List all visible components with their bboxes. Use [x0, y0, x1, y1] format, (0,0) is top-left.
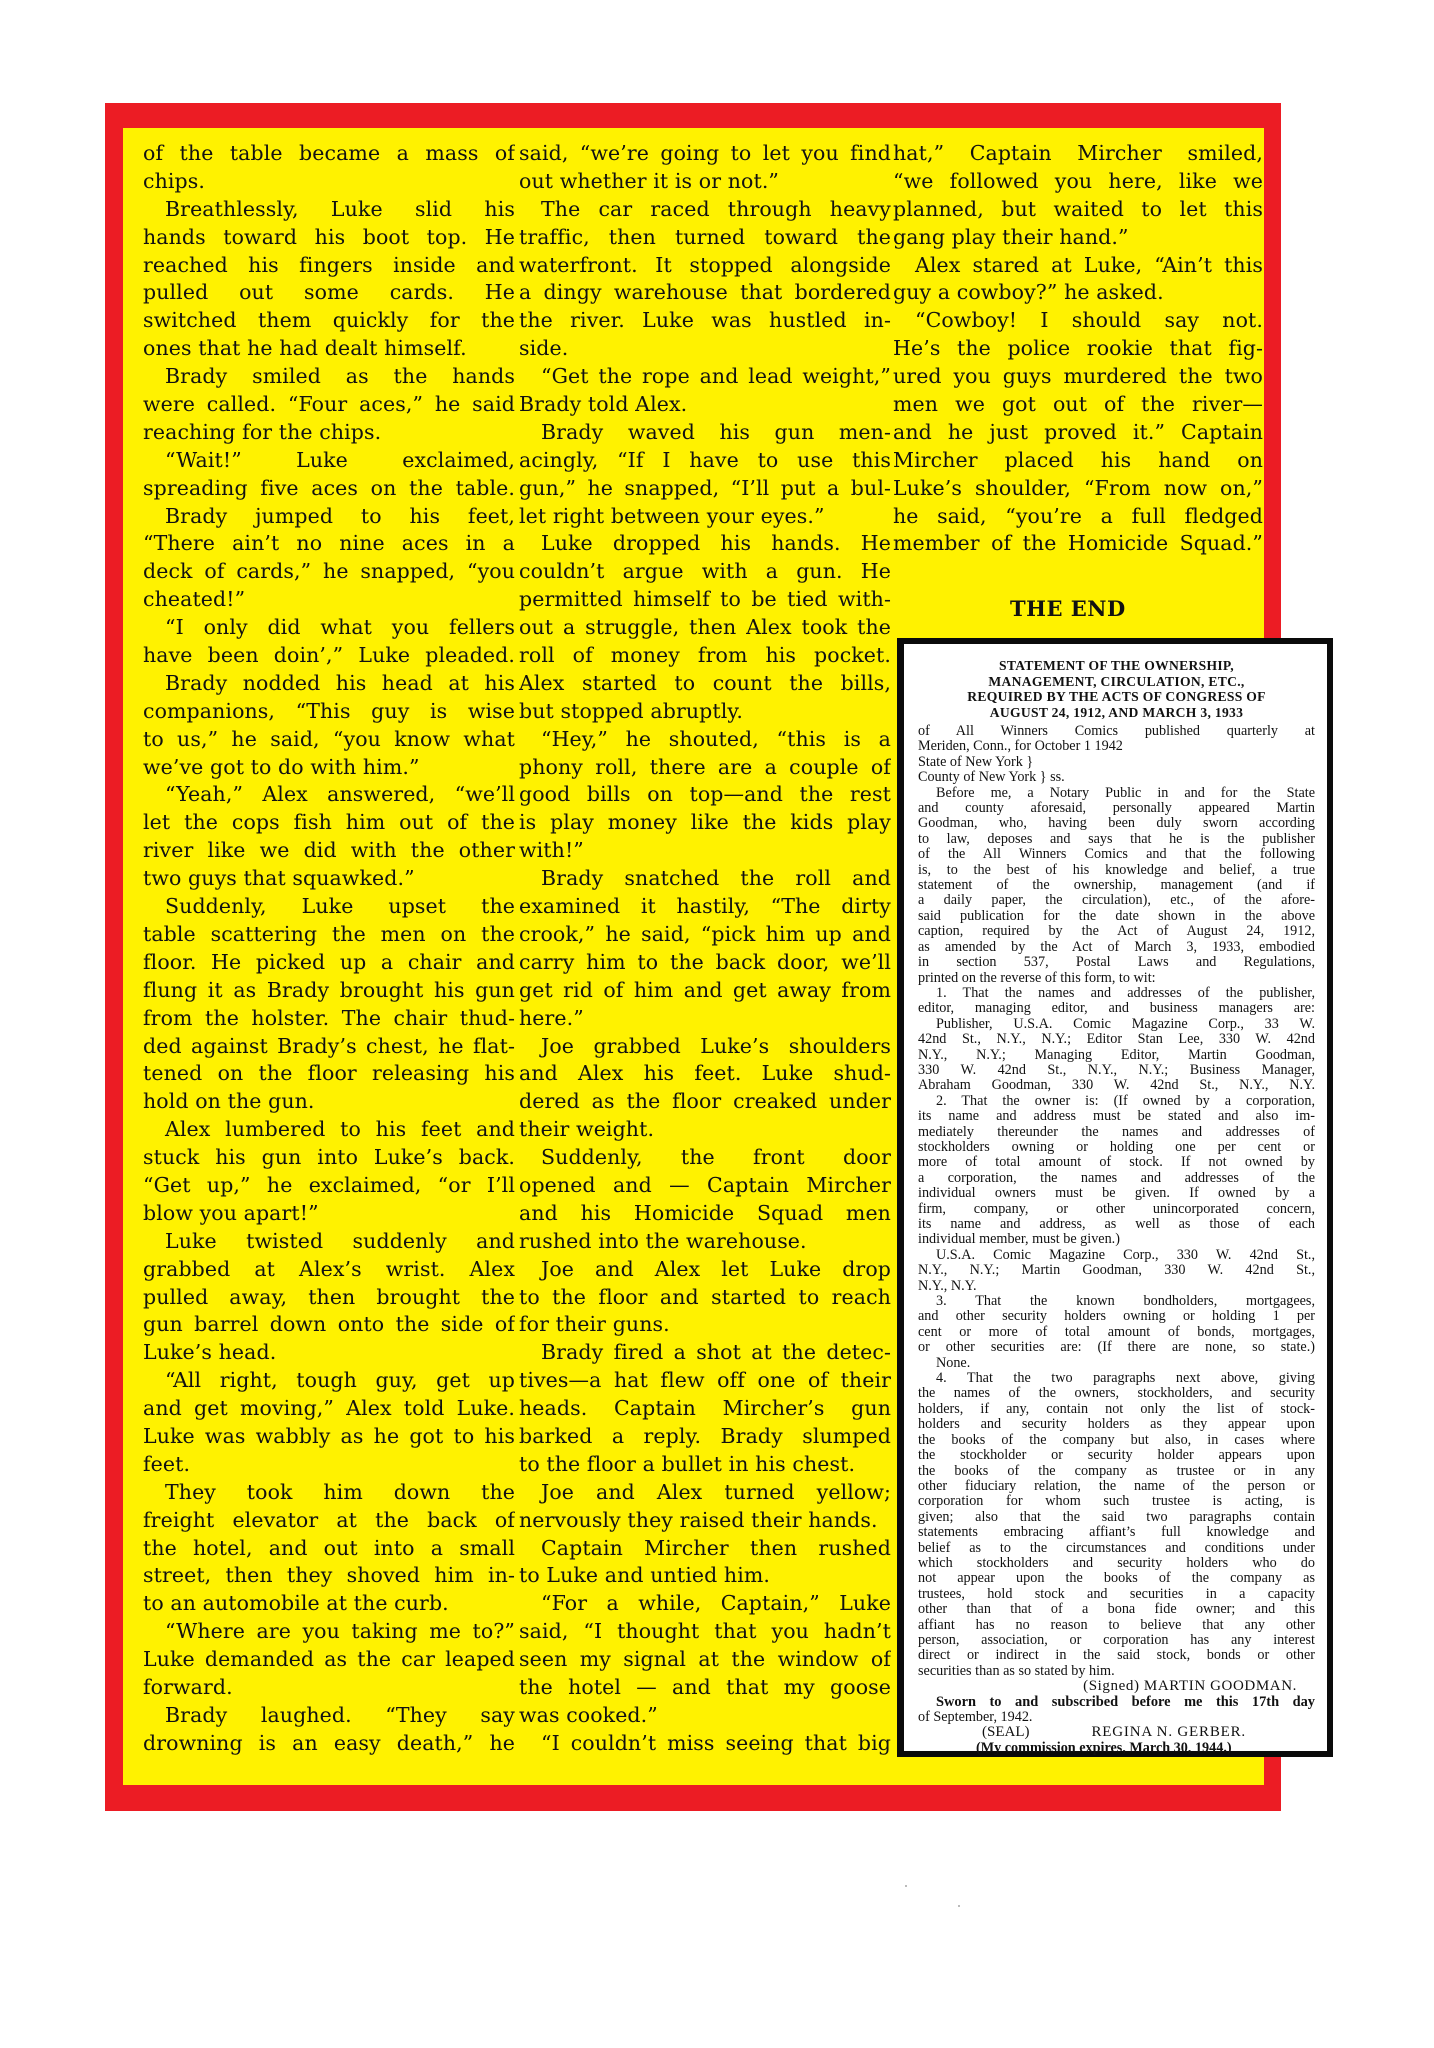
story-line: “I only did what you fellers [165, 615, 515, 640]
statement-line: Abraham Goodman, 330 W. 42nd St., N.Y., N.Y. [918, 1078, 1315, 1094]
statement-heading-line: MANAGEMENT, CIRCULATION, ETC., [988, 673, 1245, 689]
story-line: Breathlessly, Luke slid his [165, 196, 515, 221]
story-column-1 [143, 140, 515, 1758]
statement-line: not appear upon the books of the company as [918, 1571, 1315, 1587]
statement-line: U.S.A. Comic Magazine Corp., 330 W. 42nd St., [936, 1247, 1315, 1263]
statement-line: Publisher, U.S.A. Comic Magazine Corp., 33 W. [936, 1016, 1315, 1032]
story-line: Luke’s head. [143, 1340, 277, 1365]
statement-line: other fiduciary relation, the name of the person or [918, 1478, 1315, 1494]
story-line: Mircher placed his hand on [893, 447, 1263, 472]
story-line: Luke twisted suddenly and [165, 1228, 515, 1253]
story-line: Brady told Alex. [519, 392, 688, 417]
story-line: blow you apart!” [143, 1200, 319, 1225]
statement-line: the names of the owners, stockholders, and security [918, 1386, 1315, 1402]
story-line: examined it hastily, “The dirty [519, 894, 891, 919]
story-line: cheated!” [143, 587, 246, 612]
story-line: barked a reply. Brady slumped [519, 1423, 891, 1448]
story-line: roll of money from his pocket. [519, 643, 891, 668]
story-line: “Wait!” Luke exclaimed, [165, 447, 515, 472]
statement-line: editor, managing editor, and business managers are: [918, 1001, 1315, 1017]
story-line: out a struggle, then Alex took the [519, 615, 891, 640]
statement-body [918, 724, 1315, 1679]
statement-line: a daily paper, the circulation), etc., of the afore- [918, 893, 1315, 909]
story-line: and get moving,” Alex told Luke. [143, 1396, 515, 1421]
statement-heading-line: REQUIRED BY THE ACTS OF CONGRESS OF [967, 689, 1266, 704]
statement-line: N.Y., N.Y. [918, 1278, 977, 1294]
story-line: “Yeah,” Alex answered, “we’ll [165, 782, 515, 807]
story-line: Joe and Alex turned yellow; [541, 1479, 891, 1504]
story-line: of the table became a mass of [143, 141, 515, 165]
story-line: with!” [519, 838, 584, 863]
story-line: was cooked.” [519, 1702, 658, 1727]
story-line: Alex lumbered to his feet and [165, 1117, 515, 1142]
story-line: member of the Homicide Squad.” [893, 531, 1263, 556]
story-line: the river. Luke was hustled in- [519, 308, 891, 333]
scan-speck [905, 1885, 907, 1887]
story-line: and his Homicide Squad men [519, 1200, 891, 1225]
story-line: They took him down the [165, 1479, 515, 1504]
story-line: a dingy warehouse that bordered [519, 280, 891, 305]
story-line: crook,” he said, “pick him up and [519, 921, 891, 946]
story-line: to an automobile at the curb. [143, 1591, 449, 1616]
story-line: get rid of him and get away from [519, 977, 891, 1002]
story-line: permitted himself to be tied with- [519, 587, 891, 612]
statement-line: None. [936, 1355, 971, 1371]
story-line: let right between your eyes.” [519, 503, 825, 528]
story-line: gang play their hand.” [893, 224, 1129, 249]
statement-line: more of total amount of stock. If not owned by [918, 1155, 1315, 1171]
story-line: men we got out of the river— [893, 392, 1263, 417]
story-line: “I couldn’t miss seeing that big [541, 1730, 891, 1755]
statement-line: of the All Winners Comics and that the following [918, 847, 1315, 863]
statement-line: is, to the best of his knowledge and belief, a true [918, 862, 1315, 878]
story-line: we’ve got to do with him.” [143, 754, 420, 779]
statement-line: or other securities are: (If there are none, so state.) [918, 1340, 1315, 1356]
story-line: Brady jumped to his feet, [165, 503, 515, 528]
notary-name: REGINA N. GERBER. [1091, 1725, 1246, 1741]
story-line: forward. [143, 1674, 233, 1699]
statement-line: in section 537, Postal Laws and Regulations, [918, 955, 1315, 971]
story-line: ones that he had dealt himself. [143, 336, 467, 361]
the-end-heading: THE END [1010, 596, 1126, 621]
statement-line: the stockholder or security holder appears upon [918, 1448, 1315, 1464]
story-line: Suddenly, the front door [541, 1145, 891, 1170]
story-line: gun,” he snapped, “I’ll put a bul- [519, 475, 891, 500]
story-line: and he just proved it.” Captain [893, 419, 1263, 444]
story-line: and Alex his feet. Luke shud- [519, 1061, 891, 1086]
story-line: hands toward his boot top. He [143, 224, 515, 249]
story-line: nervously they raised their hands. [519, 1507, 878, 1532]
statement-line: given; also that the said two paragraphs contain [918, 1509, 1315, 1525]
story-line: good bills on top—and the rest [519, 782, 891, 807]
story-line: Luke’s shoulder, “From now on,” [893, 475, 1263, 500]
story-line: were called. “Four aces,” he said [143, 392, 515, 417]
statement-line: the books of the company but also, in cases where [918, 1432, 1315, 1448]
sworn-date-line: of September, 1942. [918, 1710, 1033, 1725]
story-line: dered as the floor creaked under [519, 1089, 891, 1114]
story-line: have been doin’,” Luke pleaded. [143, 643, 515, 668]
statement-line: a corporation, the names and addresses of the [918, 1170, 1315, 1186]
statement-line: person, association, or corporation has any interest [918, 1632, 1315, 1648]
ownership-statement-box [897, 638, 1333, 1757]
story-line: “All right, tough guy, get up [165, 1368, 515, 1393]
story-line: here.” [519, 1005, 584, 1030]
scan-speck [958, 1905, 960, 1907]
story-line: Joe grabbed Luke’s shoulders [541, 1033, 891, 1058]
story-line: from the holster. The chair thud- [143, 1005, 515, 1030]
signed-line: (Signed) MARTIN GOODMAN. [1083, 1679, 1297, 1695]
statement-line: firm, company, or other unincorporated concern, [918, 1201, 1315, 1217]
story-line: “we followed you here, like we [893, 168, 1263, 193]
story-line: out whether it is or not.” [519, 168, 780, 193]
statement-line: N.Y., N.Y.; Martin Goodman, 330 W. 42nd St., [918, 1263, 1315, 1279]
statement-line: individual owners must be given. If owned by a [918, 1186, 1315, 1202]
story-line: table scattering the men on the [143, 921, 515, 946]
story-line: “Where are you taking me to?” [165, 1619, 515, 1644]
seal-label: (SEAL) [982, 1725, 1030, 1741]
story-line: “There ain’t no nine aces in a [143, 531, 515, 556]
story-line: to the floor a bullet in his chest. [519, 1451, 856, 1476]
story-line: hold on the gun. [143, 1089, 315, 1114]
story-line: reached his fingers inside and [143, 252, 515, 277]
seal-and-notary-line [918, 1725, 1315, 1740]
story-line: “Hey,” he shouted, “this is a [541, 726, 891, 751]
story-line: phony roll, there are a couple of [519, 754, 891, 779]
story-line: Brady laughed. “They say [165, 1702, 515, 1727]
story-line: the hotel — and that my goose [519, 1674, 891, 1699]
story-line: Luke demanded as the car leaped [143, 1647, 515, 1672]
statement-line: holders, if any, contain not only the list of stock- [918, 1401, 1315, 1417]
statement-line: mediately thereunder the names and addresses of [918, 1124, 1315, 1140]
story-line: to the floor and started to reach [519, 1284, 891, 1309]
statement-line: caption, required by the Act of August 24, 1912, [918, 924, 1315, 940]
statement-line: statements embracing affiant’s full knowledge and [918, 1525, 1315, 1541]
story-line: opened and — Captain Mircher [519, 1172, 891, 1197]
story-line: ured you guys murdered the two [893, 364, 1263, 389]
statement-line: N.Y., N.Y.; Managing Editor, Martin Goodman, [918, 1047, 1315, 1063]
statement-line: 1. That the names and addresses of the publisher, [936, 985, 1315, 1001]
story-line: He’s the police rookie that fig- [893, 336, 1263, 361]
story-line: tened on the floor releasing his [143, 1061, 515, 1086]
statement-line: said publication for the date shown in the above [918, 908, 1315, 924]
statement-line: holders and security holders as they appear upon [918, 1417, 1315, 1433]
statement-line: statement of the ownership, management (and if [918, 878, 1315, 894]
statement-line: 4. That the two paragraphs next above, giving [936, 1371, 1315, 1387]
story-line: Alex started to count the bills, [519, 670, 891, 695]
story-line: side. [519, 336, 569, 361]
story-line: “For a while, Captain,” Luke [541, 1591, 891, 1616]
commission-expiry-line: (My commission expires, March 30, 1944.) [976, 1740, 1232, 1756]
statement-line: stockholders owning or holding one per cent or [918, 1139, 1315, 1155]
story-line: The car raced through heavy [541, 196, 891, 221]
story-line: two guys that squawked.” [143, 866, 415, 891]
statement-line: 42nd St., N.Y., N.Y.; Editor Stan Lee, 330 W. 42nd [918, 1032, 1315, 1048]
statement-line: trustees, hold stock and securities in a capacity [918, 1586, 1315, 1602]
story-line: Captain Mircher then rushed [541, 1535, 891, 1560]
statement-line: Before me, a Notary Public in and for the State [936, 785, 1315, 801]
story-line: guy a cowboy?” he asked. [893, 280, 1164, 305]
story-line: stuck his gun into Luke’s back. [143, 1145, 515, 1170]
statement-line: its name and address, as well as those of each [918, 1217, 1315, 1232]
story-line: pulled away, then brought the [143, 1284, 515, 1309]
story-line: Suddenly, Luke upset the [165, 894, 515, 919]
statement-heading-line: STATEMENT OF THE OWNERSHIP, [999, 658, 1234, 673]
story-line: to Luke and untied him. [519, 1563, 771, 1588]
statement-line: as amended by the Act of March 3, 1933, embodied [918, 939, 1315, 955]
story-line: acingly, “If I have to use this [519, 447, 891, 472]
story-line: floor. He picked up a chair and [143, 949, 515, 974]
statement-line: and other security holders owning or holding 1 per [918, 1309, 1315, 1325]
statement-line: its name and address must be stated and also im- [918, 1109, 1315, 1125]
story-line: Brady smiled as the hands [165, 364, 515, 389]
story-line: waterfront. It stopped alongside [519, 252, 891, 277]
story-line: Alex stared at Luke, “Ain’t this [915, 252, 1263, 277]
story-line: switched them quickly for the [143, 308, 515, 333]
story-line: ded against Brady’s chest, he flat- [143, 1033, 515, 1058]
story-line: traffic, then turned toward the [519, 224, 891, 249]
statement-line: individual member, must be given.) [918, 1232, 1120, 1248]
story-line: Brady waved his gun men- [541, 419, 891, 444]
story-line: reaching for the chips. [143, 419, 382, 444]
story-line: chips. [143, 168, 205, 193]
story-line: Brady nodded his head at his [165, 670, 515, 695]
statement-line: to law, deposes and says that he is the publisher [918, 831, 1315, 847]
story-line: Brady snatched the roll and [541, 866, 891, 891]
story-line: carry him to the back door, we’ll [519, 949, 891, 974]
statement-line: which stockholders and security holders who do [918, 1555, 1315, 1571]
story-line: to us,” he said, “you know what [143, 726, 515, 751]
story-line: Luke was wabbly as he got to his [143, 1423, 515, 1448]
story-column-2 [519, 140, 891, 1758]
story-line: drowning is an easy death,” he [143, 1730, 515, 1755]
statement-line: direct or indirect in the said stock, bonds or other [918, 1648, 1315, 1664]
story-line: tives—a hat flew off one of their [519, 1368, 891, 1393]
statement-line: corporation for whom such trustee is acting, is [918, 1494, 1315, 1510]
story-line: heads. Captain Mircher’s gun [519, 1396, 891, 1421]
statement-line: State of New York } [918, 754, 1034, 770]
statement-line: 330 W. 42nd St., N.Y., N.Y.; Business Manager, [918, 1062, 1315, 1078]
story-line: “Cowboy! I should say not. [915, 308, 1263, 333]
story-line: “Get the rope and lead weight,” [541, 364, 891, 389]
sworn-line: Sworn to and subscribed before me this 17th day [936, 1694, 1315, 1710]
story-line: grabbed at Alex’s wrist. Alex [143, 1256, 515, 1281]
statement-line: affiant has no reason to believe that any other [918, 1617, 1315, 1633]
story-line: but stopped abruptly. [519, 698, 743, 723]
story-line: flung it as Brady brought his gun [143, 977, 515, 1002]
story-line: street, then they shoved him in- [143, 1563, 515, 1588]
statement-line: the books of the company as trustee or in any [918, 1463, 1315, 1479]
story-line: companions, “This guy is wise [143, 698, 515, 723]
statement-line: County of New York } ss. [918, 770, 1065, 786]
story-line: for their guns. [519, 1312, 670, 1337]
story-line: gun barrel down onto the side of [143, 1312, 515, 1337]
statement-line: 3. That the known bondholders, mortgagees, [936, 1294, 1315, 1310]
statement-line: Goodman, who, having been duly sworn according [918, 816, 1315, 832]
story-line: freight elevator at the back of [143, 1507, 515, 1532]
statement-heading-line: AUGUST 24, 1912, AND MARCH 3, 1933 [989, 704, 1244, 720]
story-line: seen my signal at the window of [519, 1647, 891, 1672]
statement-line: belief as to the circumstances and conditions under [918, 1540, 1315, 1556]
story-line: spreading five aces on the table. [143, 475, 515, 500]
story-line: couldn’t argue with a gun. He [519, 559, 891, 584]
story-line: Brady fired a shot at the detec- [541, 1340, 891, 1365]
story-line: he said, “you’re a full fledged [893, 503, 1263, 528]
story-line: said, “I thought that you hadn’t [519, 1619, 891, 1644]
story-line: Luke dropped his hands. He [541, 531, 891, 556]
statement-line: and county aforesaid, personally appeared Martin [918, 801, 1315, 817]
story-line: said, “we’re going to let you find [519, 141, 891, 165]
statement-line: printed on the reverse of this form, to wit: [918, 970, 1156, 986]
statement-line: other than that of a bona fide owner; and this [918, 1602, 1315, 1618]
statement-line: of All Winners Comics published quarterly at [918, 724, 1315, 739]
story-line: deck of cards,” he snapped, “you [143, 559, 515, 584]
story-line: is play money like the kids play [519, 810, 891, 835]
story-line: “Get up,” he exclaimed, “or I’ll [143, 1172, 515, 1197]
story-line: feet. [143, 1451, 191, 1476]
story-line: rushed into the warehouse. [519, 1228, 807, 1253]
statement-line: Meriden, Conn., for October 1 1942 [918, 739, 1123, 755]
story-line: river like we did with the other [143, 838, 515, 863]
statement-line: 2. That the owner is: (If owned by a corporation, [936, 1093, 1315, 1109]
story-line: Joe and Alex let Luke drop [541, 1256, 891, 1281]
story-line: pulled out some cards. He [143, 280, 515, 305]
story-line: hat,” Captain Mircher smiled, [893, 141, 1263, 165]
statement-line: cent or more of total amount of bonds, mortgages, [918, 1324, 1315, 1340]
story-line: planned, but waited to let this [893, 196, 1263, 221]
story-line: let the cops fish him out of the [143, 810, 515, 835]
statement-heading [918, 658, 1315, 720]
story-column-3 [893, 140, 1263, 558]
statement-line: securities than as so stated by him. [918, 1663, 1115, 1679]
story-line: their weight. [519, 1117, 655, 1142]
story-line: the hotel, and out into a small [143, 1535, 515, 1560]
